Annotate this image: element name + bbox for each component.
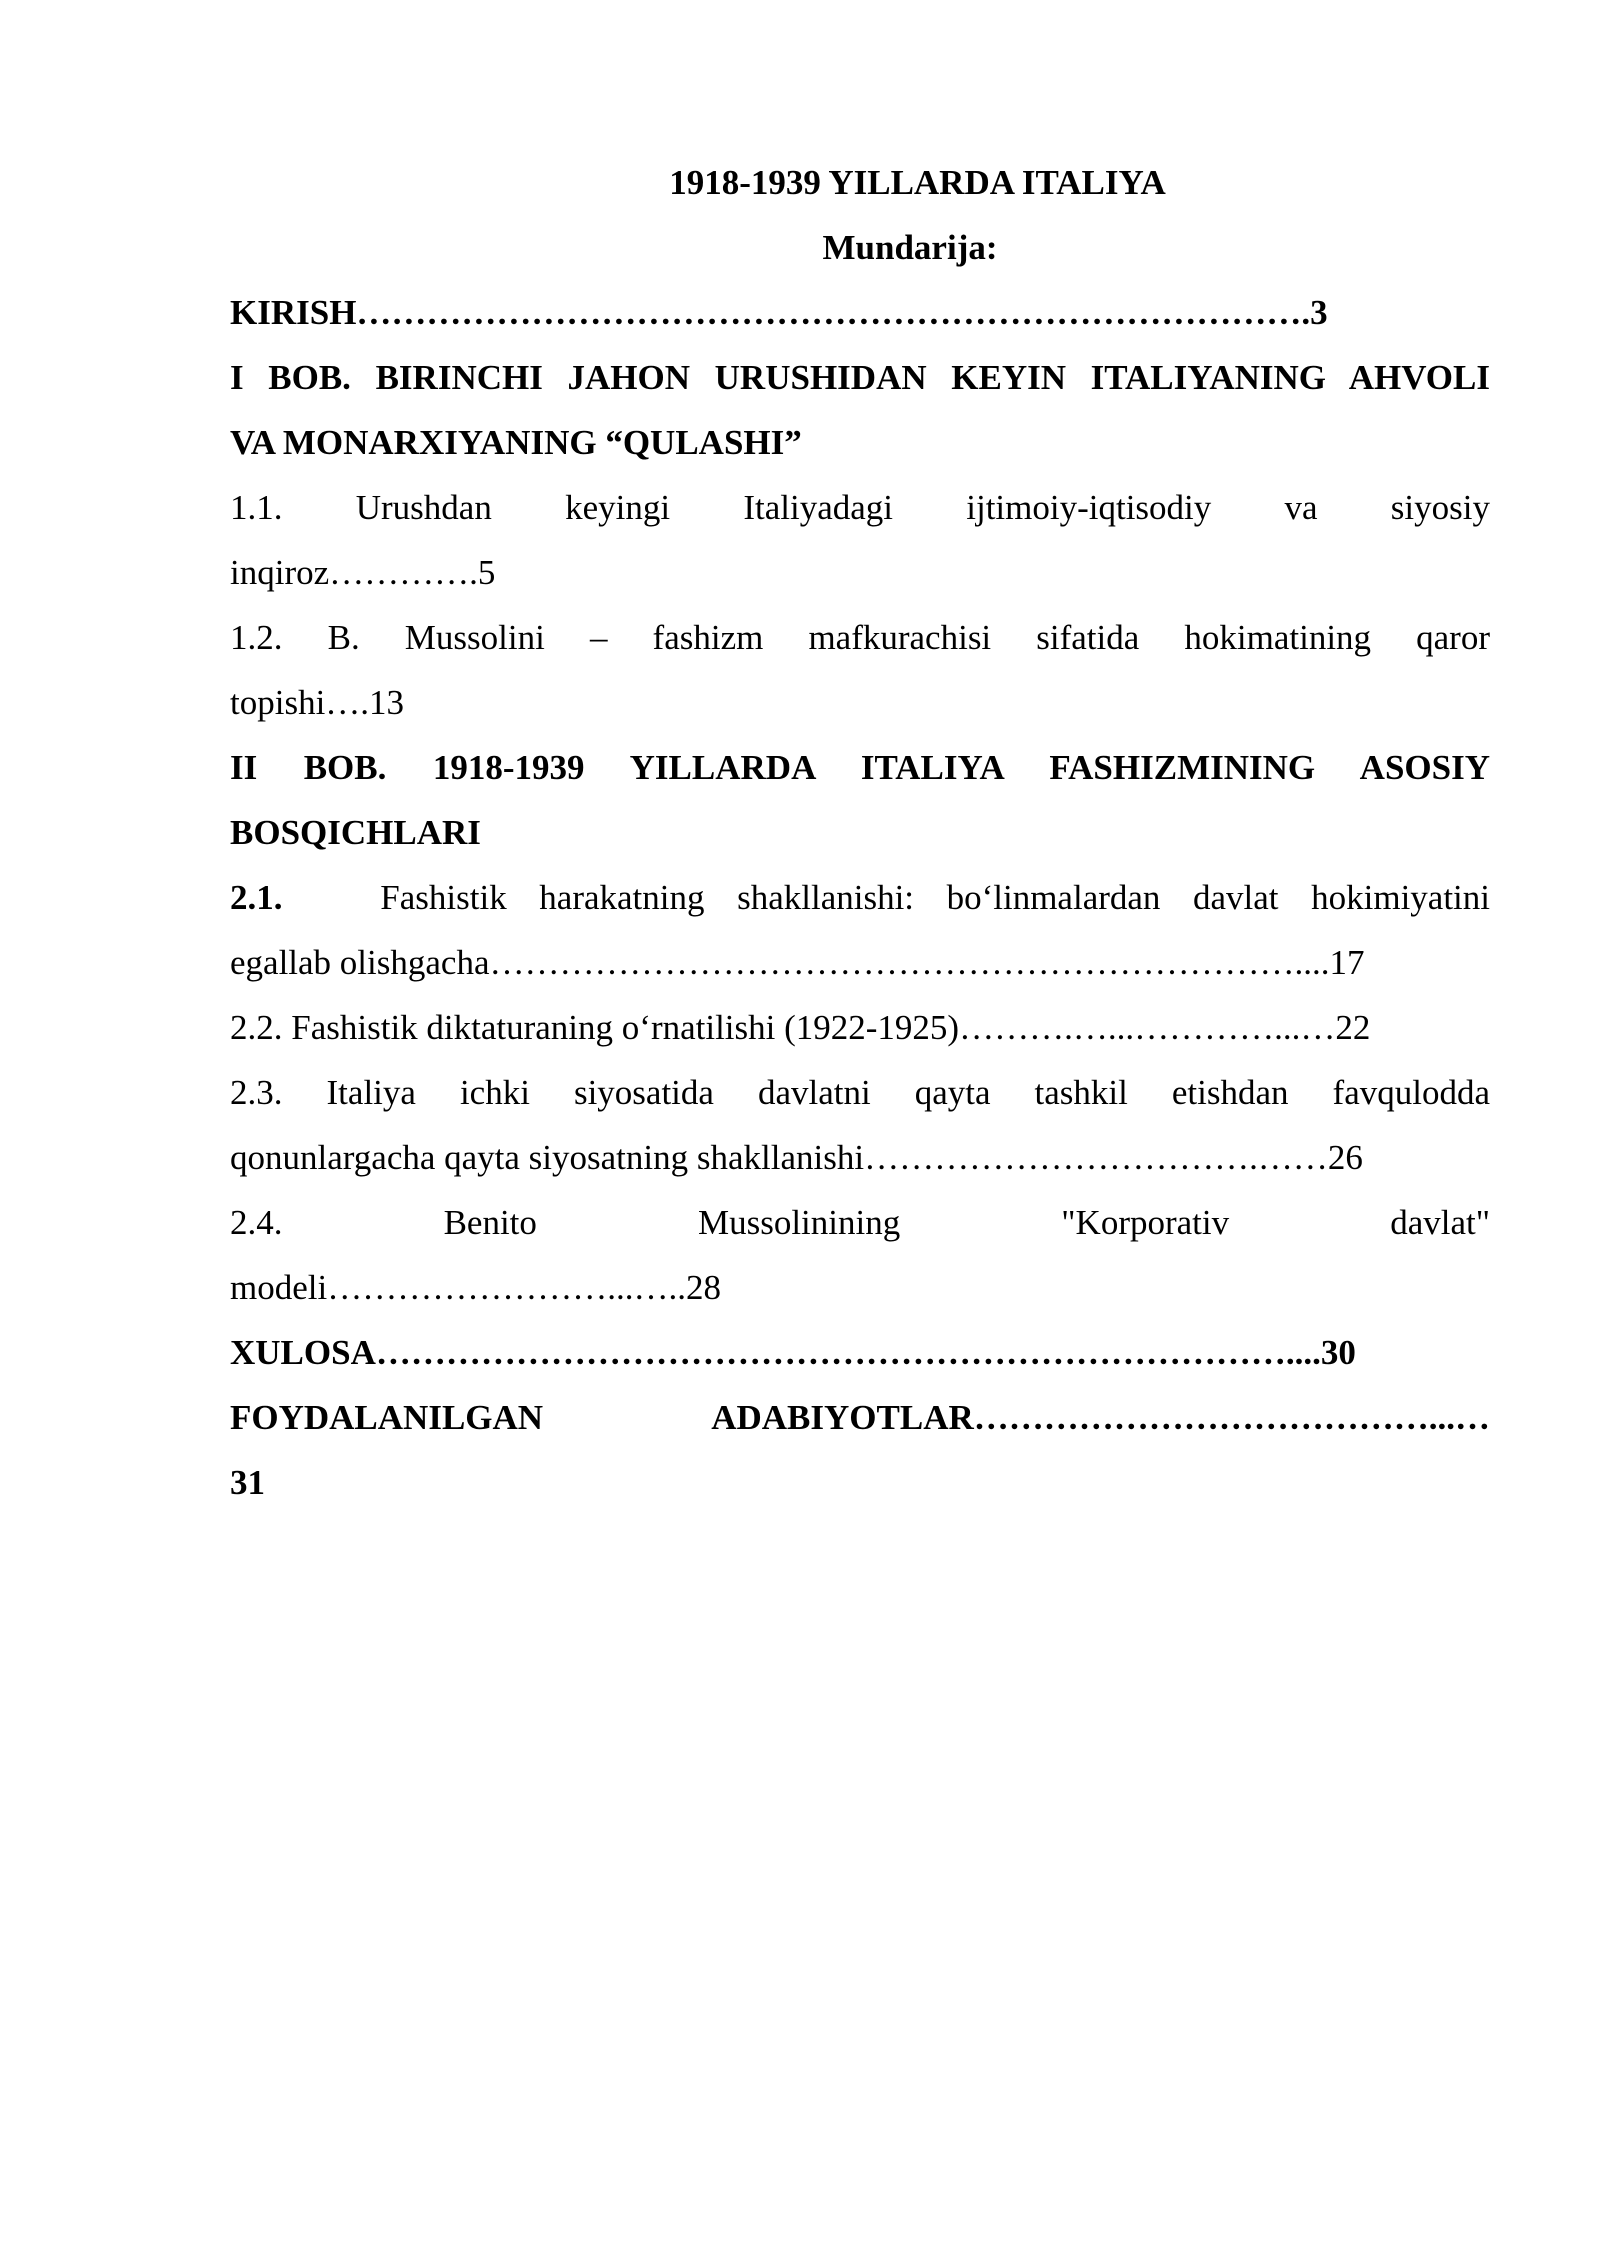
toc-entry-2-1-line2: egallab olishgacha……………………………………………………………....17 <box>230 943 1365 982</box>
toc-entry-adabiyot-line1: FOYDALANILGAN ADABIYOTLAR…………………………………...… <box>230 1398 1490 1437</box>
toc-entry-1-1-line1: 1.1. Urushdan keyingi Italiyadagi ijtimoiy-iqtisodiy va siyosiy <box>230 488 1490 527</box>
toc-entry-adabiyot-line2: 31 <box>230 1463 265 1502</box>
toc-entry-1-1-line2: inqiroz………….5 <box>230 553 496 592</box>
toc-entry-1-2-line2: topishi….13 <box>230 683 405 722</box>
toc-entry-2-3-line2: qonunlargacha qayta siyosatning shakllanishi…………………………….……26 <box>230 1138 1363 1177</box>
toc-entry-bob1-line1: I BOB. BIRINCHI JAHON URUSHIDAN KEYIN ITALIYANING AHVOLI <box>230 358 1490 397</box>
toc-entry-2-1-line1 <box>230 865 1490 930</box>
toc-entry-1-2-line1: 1.2. B. Mussolini – fashizm mafkurachisi sifatida hokimatining qaror <box>230 618 1490 657</box>
toc-entry-bob2-line1: II BOB. 1918-1939 YILLARDA ITALIYA FASHIZMINING ASOSIY <box>230 748 1490 787</box>
toc-entry-2-4-line1: 2.4. Benito Mussolinining "Korporativ davlat" <box>230 1203 1490 1242</box>
table-of-contents <box>230 150 1490 1515</box>
toc-entry-2-1-text: Fashistik harakatning shakllanishi: bo‘linmalardan davlat hokimiyatini <box>380 878 1490 917</box>
toc-entry-xulosa: XULOSA……………………………………………………………………....30 <box>230 1333 1356 1372</box>
toc-entry-2-2: 2.2. Fashistik diktaturaning o‘rnatilishi (1922-1925)……….…...…………...…22 <box>230 1008 1371 1047</box>
toc-entry-2-1-number: 2.1. <box>230 878 283 917</box>
toc-heading: Mundarija: <box>822 228 998 267</box>
document-title: 1918-1939 YILLARDA ITALIYA <box>669 163 1166 202</box>
toc-entry-2-3-line1: 2.3. Italiya ichki siyosatida davlatni qayta tashkil etishdan favqulodda <box>230 1073 1490 1112</box>
toc-entry-bob1-line2: VA MONARXIYANING “QULASHI” <box>230 423 802 462</box>
toc-entry-kirish: KIRISH……………………………………………………………………….3 <box>230 293 1328 332</box>
toc-entry-bob2-line2: BOSQICHLARI <box>230 813 481 852</box>
toc-entry-2-4-line2: modeli……………………...…..28 <box>230 1268 721 1307</box>
